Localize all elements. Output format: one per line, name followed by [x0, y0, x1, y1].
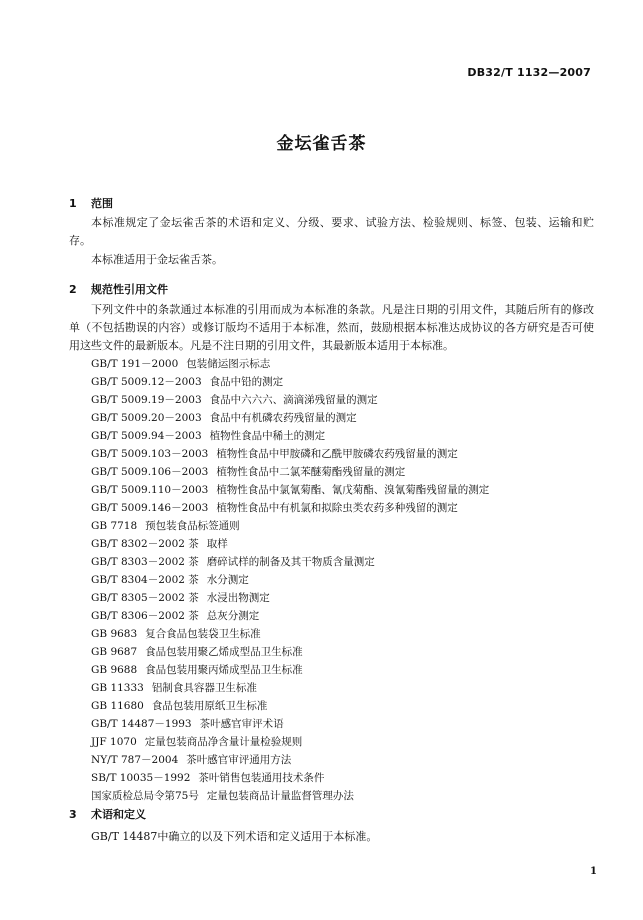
reference-item: [91, 733, 489, 751]
reference-name: 水分测定: [206, 574, 249, 586]
reference-name: 磨碎试样的制备及其干物质含量测定: [206, 556, 375, 568]
section-title: 术语和定义: [91, 808, 146, 821]
document-title: 金坛雀舌茶: [276, 134, 367, 154]
reference-name: 植物性食品中甲胺磷和乙酰甲胺磷农药残留量的测定: [216, 448, 458, 460]
reference-code: GB/T 14487－1993: [91, 718, 192, 730]
reference-code: GB 7718: [91, 520, 138, 532]
reference-name: 食品包装用原纸卫生标准: [151, 700, 268, 712]
reference-item: [91, 517, 489, 535]
reference-item: [91, 607, 489, 625]
reference-code: GB/T 5009.106－2003: [91, 466, 209, 478]
reference-name: 预包装食品标签通则: [145, 520, 240, 532]
reference-name: 定量包装商品净含量计量检验规则: [144, 736, 303, 748]
reference-name: 茶叶感官审评通用方法: [186, 754, 292, 766]
reference-item: [91, 445, 489, 463]
section-number: 3: [69, 808, 77, 821]
reference-code: GB 11333: [91, 682, 144, 694]
reference-name: 植物性食品中氯氰菊酯、氰戊菊酯、溴氰菊酯残留量的测定: [216, 484, 490, 496]
reference-code: GB 9687: [91, 646, 138, 658]
reference-item: [91, 697, 489, 715]
reference-name: 植物性食品中二氯苯醚菊酯残留量的测定: [216, 466, 406, 478]
reference-item: [91, 355, 489, 373]
reference-code: SB/T 10035－1992: [91, 772, 191, 784]
reference-code: GB/T 8304－2002 茶: [91, 574, 199, 586]
reference-code: GB 9688: [91, 664, 138, 676]
reference-name: 定量包装商品计量监督管理办法: [206, 790, 354, 802]
section-heading-terms-definitions: [69, 806, 146, 822]
reference-item: [91, 715, 489, 733]
reference-item: [91, 625, 489, 643]
reference-code: GB/T 8306－2002 茶: [91, 610, 199, 622]
reference-item: [91, 571, 489, 589]
reference-item: [91, 769, 489, 787]
reference-name: 植物性食品中有机氯和拟除虫类农药多种残留的测定: [216, 502, 458, 514]
reference-name: 水浸出物测定: [206, 592, 270, 604]
reference-code: GB/T 5009.103－2003: [91, 448, 209, 460]
reference-code: GB/T 8302－2002 茶: [91, 538, 199, 550]
reference-item: [91, 481, 489, 499]
reference-item: [91, 643, 489, 661]
reference-item: [91, 373, 489, 391]
reference-item: [91, 427, 489, 445]
reference-name: 食品包装用聚丙烯成型品卫生标准: [145, 664, 303, 676]
scope-paragraph-2: 本标准适用于金坛雀舌茶。: [91, 253, 223, 266]
section-number: 2: [69, 283, 77, 296]
reference-code: GB/T 191－2000: [91, 358, 179, 370]
section-title: 规范性引用文件: [91, 283, 168, 296]
reference-name: 包装储运图示标志: [186, 358, 271, 370]
reference-item: [91, 751, 489, 769]
reference-name: 总灰分测定: [206, 610, 260, 622]
references-intro-paragraph: 下列文件中的条款通过本标准的引用而成为本标准的条款。凡是注日期的引用文件，其随后所有的修改单（不包括勘误的内容）或修订版均不适用于本标准，然而，鼓励根据本标准达成协议的各方研究是否可使用这些文件的最新版本。凡是不注日期的引用文件，其最新版本适用于本标准。: [69, 303, 594, 352]
standard-code: DB32/T 1132—2007: [467, 66, 591, 79]
reference-code: GB/T 8305－2002 茶: [91, 592, 199, 604]
reference-code: GB/T 5009.20－2003: [91, 412, 202, 424]
reference-code: GB 9683: [91, 628, 138, 640]
reference-name: 植物性食品中稀土的测定: [209, 430, 326, 442]
reference-item: [91, 679, 489, 697]
reference-code: GB/T 5009.19－2003: [91, 394, 202, 406]
reference-code: NY/T 787－2004: [91, 754, 179, 766]
reference-name: 食品包装用聚乙烯成型品卫生标准: [145, 646, 303, 658]
reference-item: [91, 589, 489, 607]
terms-paragraph: GB/T 14487中确立的以及下列术语和定义适用于本标准。: [91, 830, 378, 843]
reference-item: [91, 535, 489, 553]
reference-code: GB/T 5009.94－2003: [91, 430, 202, 442]
reference-item: [91, 661, 489, 679]
reference-code: GB 11680: [91, 700, 144, 712]
reference-name: 食品中有机磷农药残留量的测定: [209, 412, 357, 424]
reference-item: [91, 553, 489, 571]
reference-code: JJF 1070: [91, 736, 137, 748]
reference-code: 国家质检总局令第75号: [91, 790, 199, 802]
reference-item: [91, 409, 489, 427]
section-heading-normative-references: [69, 281, 168, 297]
reference-code: GB/T 8303－2002 茶: [91, 556, 199, 568]
reference-name: 复合食品包装袋卫生标准: [145, 628, 261, 640]
page-number: 1: [590, 866, 597, 877]
reference-name: 取样: [206, 538, 228, 550]
reference-name: 食品中铅的测定: [209, 376, 284, 388]
section-number: 1: [69, 197, 77, 210]
section-heading-scope: [69, 195, 113, 211]
reference-item: [91, 391, 489, 409]
reference-item: [91, 787, 489, 805]
reference-name: 茶叶销售包装通用技术条件: [198, 772, 325, 784]
reference-item: [91, 499, 489, 517]
reference-list: [91, 355, 489, 805]
reference-item: [91, 463, 489, 481]
reference-code: GB/T 5009.146－2003: [91, 502, 209, 514]
reference-name: 铝制食具容器卫生标准: [151, 682, 257, 694]
scope-paragraph-1: 本标准规定了金坛雀舌茶的术语和定义、分级、要求、试验方法、检验规则、标签、包装、运输和贮存。: [69, 216, 594, 247]
reference-code: GB/T 5009.12－2003: [91, 376, 202, 388]
section-title: 范围: [91, 197, 113, 210]
reference-name: 茶叶感官审评术语: [199, 718, 284, 730]
reference-code: GB/T 5009.110－2003: [91, 484, 209, 496]
reference-name: 食品中六六六、滴滴涕残留量的测定: [209, 394, 378, 406]
